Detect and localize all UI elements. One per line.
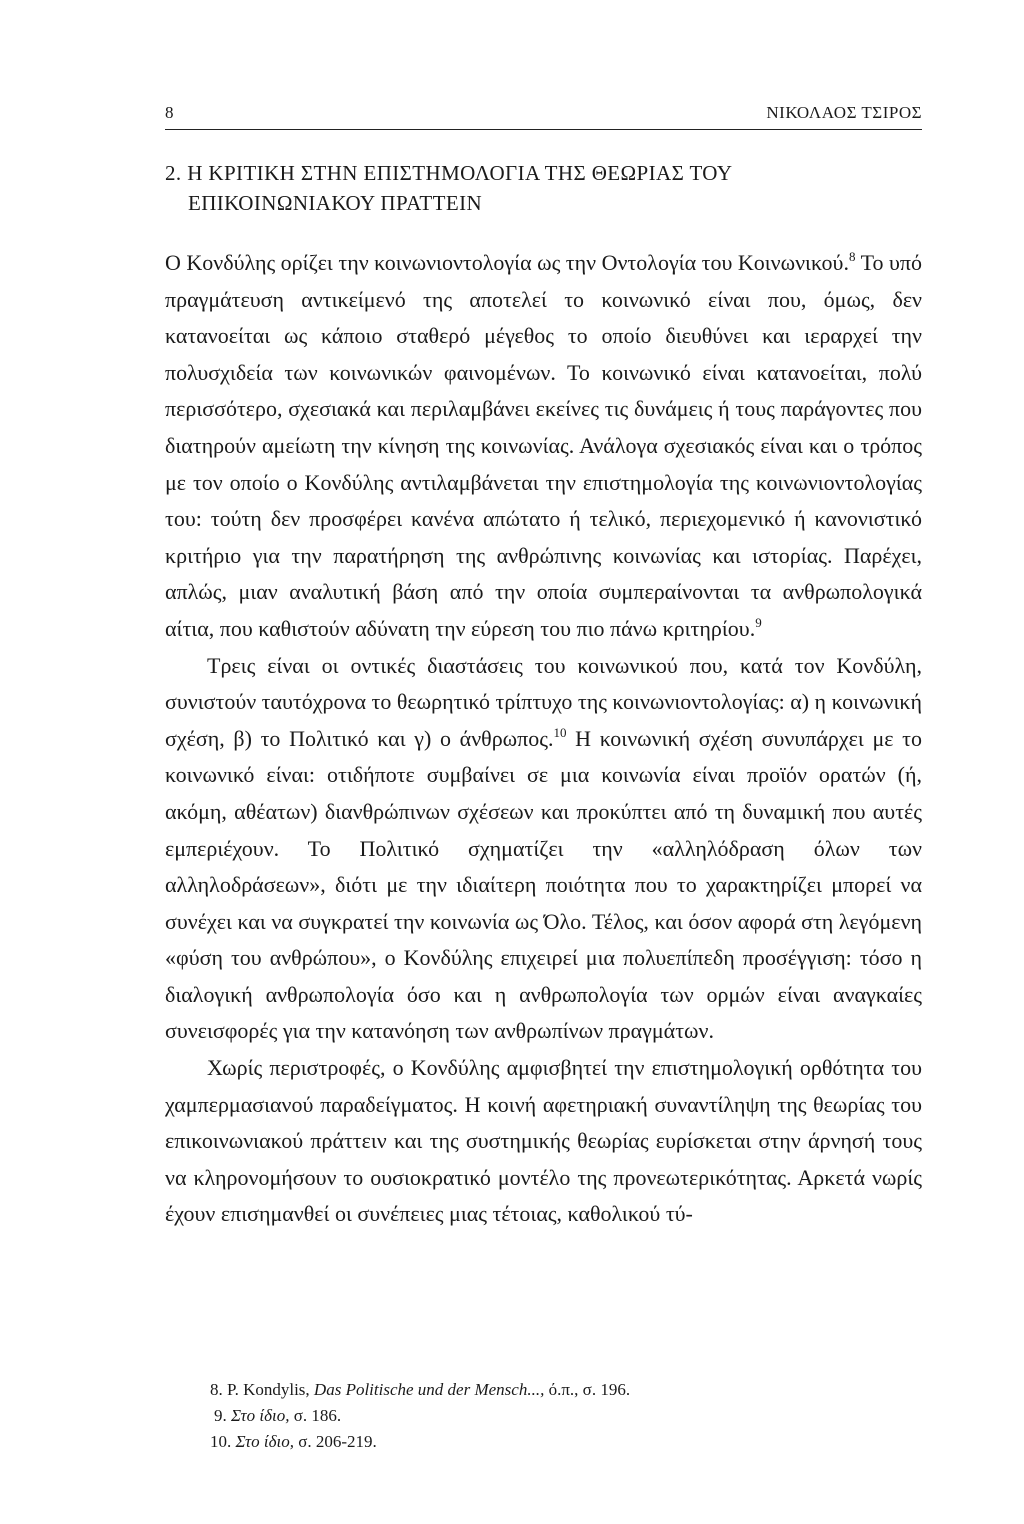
paragraph-2-start: Τρεις είναι οι οντικές διαστάσεις του κοινωνικού που, κατά τον Κονδύλη, συνιστούν ταυτόχρονα το θεωρητικό τρίπτυχο της κοινωνιοντολογίας: α) η κοινωνική σχέση, β) το Πολιτικό και γ) ο άνθρωπος. (165, 652, 922, 751)
footnote-9 (210, 1403, 910, 1429)
paragraph-2-rest: Η κοινωνική σχέση συνυπάρχει με το κοινωνικό είναι: οτιδήποτε συμβαίνει σε μια κοινωνία είναι προϊόν ορατών (ή, ακόμη, αθέατων) διανθρώπινων σχέσεων και προκύπτει από τη δυναμική που αυτές εμπεριέχουν. Το Πολιτικό σχηματίζει την «αλληλόδραση όλων των αλληλοδράσεων», διότι με την ιδιαίτερη ποιότητα που το χαρακτηρίζει μπορεί να συνέχει και να συγκρατεί την κοινωνία ως Όλο. Τέλος, και όσον αφορά στη λεγόμενη «φύση του ανθρώπου», ο Κονδύλης επιχειρεί μια πολυεπίπεδη προσέγγιση: τόσο η διαλογική ανθρωπολογία όσο και η ανθρωπολογία των ορμών είναι αναγκαίες συνεισφορές για την κατανόηση των ανθρωπίνων πραγμάτων. (165, 725, 922, 1044)
footnote-9-title: Στο ίδιο, (231, 1406, 290, 1425)
paragraph-2 (165, 648, 922, 1051)
footnote-10 (210, 1429, 910, 1455)
footnotes (210, 1377, 910, 1455)
section-title (165, 158, 885, 218)
section-title-line-2: ΕΠΙΚΟΙΝΩΝΙΑΚΟΥ ΠΡΑΤΤΕΙΝ (188, 191, 483, 215)
paragraph-1 (165, 245, 922, 648)
paragraph-3: Χωρίς περιστροφές, ο Κονδύλης αμφισβητεί την επιστημολογική ορθότητα του χαμπερμασιανού παραδείγματος. Η κοινή αφετηριακή συναντίληψη της θεωρίας του επικοινωνιακού πράττειν και της συστημικής θεωρίας ευρίσκεται στην άρνησή τους να κληρονομήσουν το ουσιοκρατικό μοντέλο της προνεωτερικότητας. Αρκετά νωρίς έχουν επισημανθεί οι συνέπειες μιας τέτοιας, καθολικού τύ- (165, 1055, 922, 1227)
footnote-10-rest: σ. 206-219. (293, 1432, 377, 1451)
footnote-8-title: Das Politische und der Mensch..., (313, 1380, 545, 1399)
running-header (165, 101, 922, 130)
footnote-10-title: Στο ίδιο, (235, 1432, 294, 1451)
running-author: ΝΙΚΟΛΑΟΣ ΤΣΙΡΟΣ (766, 103, 922, 122)
footnote-10-number: 10. (210, 1432, 236, 1451)
page-number: 8 (165, 103, 174, 122)
footnote-8-rest: ό.π., σ. 196. (544, 1380, 631, 1399)
paragraph-1-start: Ο Κονδύλης ορίζει την κοινωνιοντολογία ως την Οντολογία του Κοινωνικού. (165, 250, 849, 275)
body-text (165, 245, 922, 1233)
paragraph-1-rest: Το υπό πραγμάτευση αντικείμενό της αποτελεί το κοινωνικό είναι που, όμως, δεν κατανοείται ως κάποιο σταθερό μέγεθος το οποίο διευθύνει και ιεραρχεί την πολυσχιδεία των κοινωνικών φαινομένων. Το κοινωνικό είναι κατανοείται, πολύ περισσότερο, σχεσιακά και περιλαμβάνει εκείνες τις δυνάμεις ή τους παράγοντες που διατηρούν αμείωτη την κίνηση της κοινωνίας. Ανάλογα σχεσιακός είναι και ο τρόπος με τον οποίο ο Κονδύλης αντιλαμβάνεται την επιστημολογία της κοινωνιοντολογίας του: τούτη δεν προσφέρει κανένα απώτατο ή τελικό, περιεχομενικό ή κανονιστικό κριτήριο για την παρατήρηση της ανθρώπινης κοινωνίας και ιστορίας. Παρέχει, απλώς, μιαν αναλυτική βάση από την οποία συμπεραίνονται τα ανθρωπολογικά αίτια, που καθιστούν αδύνατη την εύρεση του πιο πάνω κριτηρίου. (165, 250, 923, 641)
footnote-8 (210, 1377, 910, 1403)
footnote-8-number: 8. P. Kondylis, (210, 1380, 314, 1399)
footnote-ref-9[interactable]: 9 (755, 614, 762, 630)
footnote-ref-10[interactable]: 10 (553, 724, 567, 740)
section-title-line-1: 2. Η ΚΡΙΤΙΚΗ ΣΤΗΝ ΕΠΙΣΤΗΜΟΛΟΓΙΑ ΤΗΣ ΘΕΩΡΙΑΣ ΤΟΥ (165, 161, 733, 185)
footnote-9-number: 9. (214, 1406, 231, 1425)
footnote-ref-8[interactable]: 8 (848, 249, 856, 264)
footnote-9-rest: σ. 186. (289, 1406, 342, 1425)
